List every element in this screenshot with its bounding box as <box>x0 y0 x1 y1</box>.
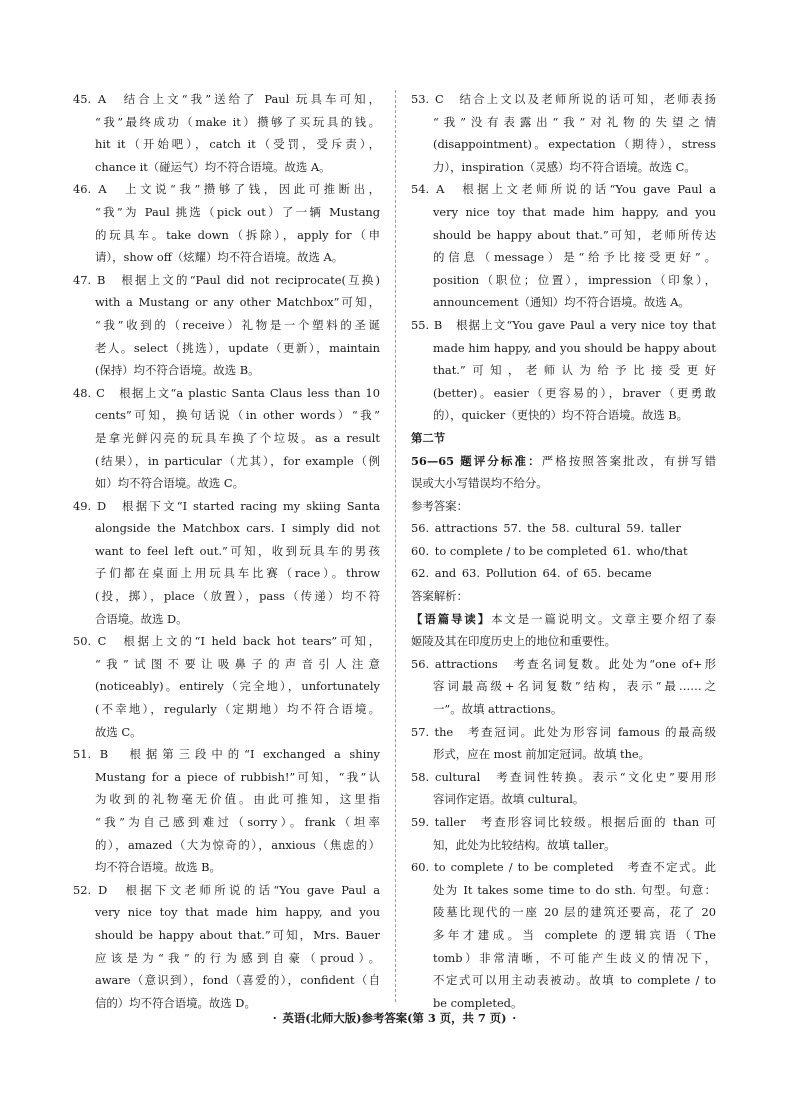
answer-item-line: (投，掷），place（放置），pass（传递）均不符 <box>95 589 380 604</box>
answer-item-line: (保持）均不符合语境。故选 B。 <box>95 363 260 378</box>
answer-item <box>73 743 380 879</box>
answer-item <box>411 721 716 766</box>
answer-item-line: (disappointment)。expectation（期待），stress <box>433 137 716 152</box>
answer-item-line: (noticeably)。entirely（完全地），unfortunately <box>95 679 380 694</box>
answer-item-line: 如）均不符合语境。故选 C。 <box>95 476 245 491</box>
answer-item-line: alongside the Matchbox cars. I simply did not <box>95 521 380 536</box>
answer-item-first-line: 51. B 根据第三段中的“I exchanged a shiny <box>73 747 380 762</box>
answer-explanations-53-55 <box>411 88 716 427</box>
section-two <box>411 427 716 653</box>
answer-item <box>411 766 716 811</box>
passage-guide-text: 本文是一篇说明文。文章主要介绍了泰 <box>491 611 716 626</box>
answer-item-line: “我”为自己感到难过（sorry）。frank（坦率 <box>95 815 380 829</box>
answer-item-line: 均不符合语境。故选 B。 <box>95 860 221 875</box>
answer-item-line: 处为 It takes some time to do sth. 句型。句意： <box>433 882 716 897</box>
answer-item-line: 合语境。故选 D。 <box>95 611 188 626</box>
answer-item-line: announcement（通知）均不符合语境。故选 A。 <box>433 295 690 310</box>
answer-item-line: 的信息（message）是“给予比接受更好”。 <box>433 250 716 265</box>
answer-item-line: 容词最高级+名词复数”结构，表示“最……之 <box>433 679 716 694</box>
answer-item-line: 不定式可以用主动表被动。故填 to complete / to <box>433 973 716 988</box>
column-divider <box>395 90 396 1002</box>
grading-criteria-text: 严格按照答案批改，有拼写错 <box>541 453 716 468</box>
answer-item-line: 力），inspiration（灵感）均不符合语境。故选 C。 <box>433 159 696 174</box>
answer-item-first-line: 59. taller 考查形容词比较级。根据后面的 than 可 <box>411 815 716 829</box>
answer-item-line: 请），show off（炫耀）均不符合语境。故选 A。 <box>95 250 344 265</box>
answers-label: 参考答案： <box>411 498 468 513</box>
page-footer: · 英语(北师大版)参考答案(第 3 页，共 7 页) · <box>272 1011 517 1025</box>
answer-item-first-line: 54. A 根据上文老师所说的话“You gave Paul a <box>411 182 716 197</box>
answer-item-line: aware（意识到），fond（喜爱的），confident（自 <box>95 973 380 988</box>
grading-criteria-line-1 <box>411 450 716 473</box>
passage-guide-line-1 <box>411 608 716 631</box>
answer-item-line: chance it（碰运气）均不符合语境。故选 A。 <box>95 159 331 174</box>
answer-line-2: 60. to complete / to be completed 61. who/that <box>411 543 688 558</box>
answer-item-line: 多年才建成。当 complete 的逻辑宾语（The <box>433 927 716 942</box>
answer-item-line: 一”。故填 attractions。 <box>433 702 563 717</box>
answer-item <box>73 178 380 268</box>
answer-item-line: 信的）均不符合语境。故选 D。 <box>95 995 256 1010</box>
answer-item-line: cents”可知，换句话说（in other words）“我” <box>95 408 380 423</box>
answer-item-line: “我”最终成功（make it）攒够了买玩具的钱。 <box>95 114 380 129</box>
answer-item-line: 子们都在桌面上用玩具车比赛（race）。throw <box>95 566 380 581</box>
answer-item <box>411 178 716 314</box>
answer-item-line: 容词作定语。故填 cultural。 <box>433 792 585 807</box>
answer-item-line: 的玩具车。take down（拆除），apply for（申 <box>95 227 380 242</box>
answer-item-line: 为收到的礼物毫无价值。由此可推知，这里指 <box>95 792 380 807</box>
answer-item <box>411 314 716 427</box>
answer-item-first-line: 60. to complete / to be completed 考查不定式。此 <box>411 860 716 875</box>
answer-item-line: “我”为 Paul 挑选（pick out）了一辆 Mustang <box>95 204 380 219</box>
passage-guide-line-2: 姬陵及其在印度历史上的地位和重要性。 <box>411 634 617 649</box>
answer-item-first-line: 52. D 根据下文老师所说的话“You gave Paul a <box>73 882 380 897</box>
answer-item-line: should be happy about that.”可知，Mrs. Bauer <box>95 927 380 942</box>
answer-item-line: tomb）非常清晰，不可能产生歧义的情况下， <box>433 950 716 965</box>
answer-item-line: hit it（开始吧），catch it（受罚，受斥责）， <box>95 137 380 152</box>
left-column <box>73 88 380 1014</box>
answer-item-line: “我”试图不要让吸鼻子的声音引人注意 <box>95 656 380 671</box>
answer-item-line: with a Mustang or any other Matchbox”可知， <box>95 295 380 310</box>
answer-item-line: 故选 C。 <box>95 724 142 739</box>
answer-item-line: want to feel left out.”可知，收到玩具车的男孩 <box>95 543 380 558</box>
answer-item-line: made him happy, and you should be happy about <box>433 340 716 355</box>
answer-item-first-line: 45. A 结合上文“我”送给了 Paul 玩具车可知， <box>73 92 380 106</box>
answer-item <box>73 382 380 495</box>
answer-item-line: should be happy about that.”可知，老师所传达 <box>433 227 716 242</box>
answer-item-first-line: 48. C 根据上文“a plastic Santa Claus less than 10 <box>73 385 380 400</box>
answer-item <box>73 630 380 743</box>
answer-item <box>411 88 716 178</box>
answer-item-line: Mustang for a piece of rubbish!”可知，“我”认 <box>95 769 380 784</box>
answer-item-line: very nice toy that made him happy, and you <box>95 905 380 920</box>
right-column <box>411 88 716 1014</box>
answer-item-line: very nice toy that made him happy, and you <box>433 204 716 219</box>
answer-item <box>73 495 380 631</box>
answer-item-first-line: 50. C 根据上文的“I held back hot tears”可知， <box>73 634 380 649</box>
answer-item-first-line: 53. C 结合上文以及老师所说的话可知，老师表扬 <box>411 92 716 106</box>
answer-item-line: position（职位；位置），impression（印象）， <box>433 272 716 287</box>
answer-item <box>411 856 716 1014</box>
answer-explanations-56-60 <box>411 653 716 1015</box>
answer-item-first-line: 55. B 根据上文“You gave Paul a very nice toy that <box>411 317 716 332</box>
answer-item-line: that.”可知，老师认为给予比接受更好 <box>433 363 716 378</box>
answer-item-line: 应该是为“我”的行为感到自豪（proud）。 <box>95 950 380 965</box>
answer-item-line: (结果），in particular（尤其），for example（例 <box>95 453 380 468</box>
answer-item <box>73 269 380 382</box>
answer-item <box>411 653 716 721</box>
answer-item-line: 陵墓比现代的一座 20 层的建筑还要高，花了 20 <box>433 905 716 920</box>
answer-item <box>73 879 380 1015</box>
answer-item-line: (不幸地），regularly（定期地）均不符合语境。 <box>95 702 380 717</box>
answer-item-first-line: 57. the 考查冠词。此处为形容词 famous 的最高级 <box>411 724 716 739</box>
passage-guide-label: 【语篇导读】 <box>411 611 492 626</box>
answer-line-3: 62. and 63. Pollution 64. of 65. became <box>411 566 652 581</box>
answer-item-line: 是拿光鲜闪亮的玩具车换了个垃圾。as a result <box>95 430 380 445</box>
answer-item-first-line: 58. cultural 考查词性转换。表示“文化史”要用形 <box>411 769 716 784</box>
grading-criteria-line-2: 误或大小写错误均不给分。 <box>411 476 548 491</box>
answer-item <box>73 88 380 178</box>
answer-line-1: 56. attractions 57. the 58. cultural 59. taller <box>411 521 681 536</box>
answer-item-line: 老人。select（挑选），update（更新），maintain <box>95 340 380 355</box>
answer-item-first-line: 49. D 根据下文“I started racing my skiing Santa <box>73 498 380 513</box>
answer-item-line: 的），amazed（大为惊奇的），anxious（焦虑的） <box>95 837 380 852</box>
answer-item-first-line: 46. A 上文说“我”攒够了钱，因此可推断出， <box>73 182 380 197</box>
answer-item-first-line: 47. B 根据上文的“Paul did not reciprocate(互换) <box>73 272 380 287</box>
answer-item-first-line: 56. attractions 考查名词复数。此处为“one of+形 <box>411 656 716 671</box>
answer-item-line: (better)。easier（更容易的），braver（更勇敢 <box>433 385 716 400</box>
answer-item-line: 知，此处为比较结构。故填 taller。 <box>433 837 616 852</box>
analysis-label: 答案解析： <box>411 589 468 604</box>
grading-criteria-label: 56—65 题评分标准： <box>411 453 542 468</box>
answer-item-line: be completed。 <box>433 995 523 1010</box>
section-heading: 第二节 <box>411 430 446 445</box>
answer-item-line: “我”收到的（receive）礼物是一个塑料的圣诞 <box>95 317 380 332</box>
answer-item <box>411 811 716 856</box>
answer-item-line: 形式，应在 most 前加定冠词。故填 the。 <box>433 747 651 762</box>
answer-item-line: “我”没有表露出“我”对礼物的失望之情 <box>433 114 716 129</box>
answer-item-line: 的），quicker（更快的）均不符合语境。故选 B。 <box>433 408 689 423</box>
